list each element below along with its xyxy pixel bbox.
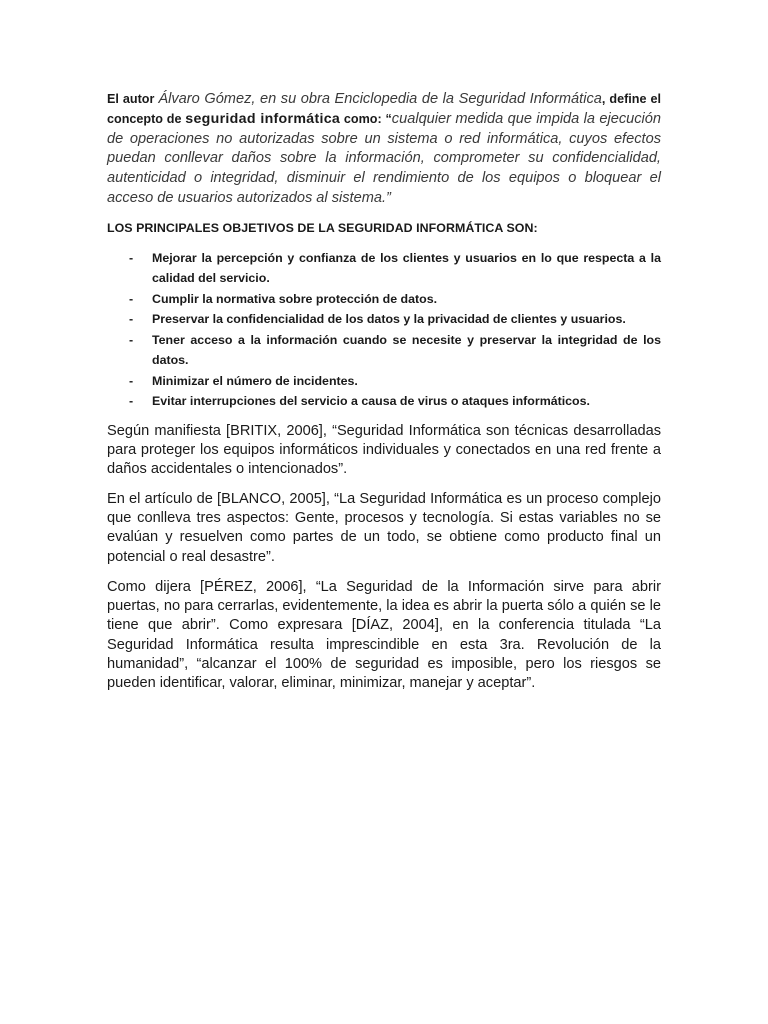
list-item-text: Preservar la confidencialidad de los datos y la privacidad de clientes y usuarios. — [152, 312, 626, 327]
paragraph-britix: Según manifiesta [BRITIX, 2006], “Seguridad Informática son técnicas desarrolladas para proteger los equipos informáticos individuales y conectados en una red frente a daños accidentales o intencionados”. — [107, 422, 661, 478]
intro-run-5: como: “ — [340, 111, 392, 126]
objectives-heading: LOS PRINCIPALES OBJETIVOS DE LA SEGURIDAD INFORMÁTICA SON: — [107, 220, 538, 235]
list-bullet: - — [129, 332, 134, 347]
list-bullet: - — [129, 373, 134, 388]
list-item — [107, 289, 661, 310]
list-item-text: Cumplir la normativa sobre protección de datos. — [152, 291, 438, 306]
intro-run-2: Álvaro Gómez, en su obra Enciclopedia de la Seguridad Informática — [158, 91, 602, 107]
list-bullet: - — [129, 291, 134, 306]
list-item — [107, 248, 661, 289]
list-bullet: - — [129, 394, 134, 409]
intro-run-4: seguridad informática — [185, 110, 341, 127]
list-item — [107, 391, 661, 412]
list-item — [107, 371, 661, 392]
document-body — [107, 90, 661, 694]
list-item-text: Evitar interrupciones del servicio a causa de virus o ataques informáticos. — [152, 394, 590, 409]
list-item — [107, 309, 661, 330]
intro-run-3: , define el concepto de — [107, 92, 661, 126]
objectives-list — [107, 248, 661, 412]
list-bullet: - — [129, 312, 134, 327]
list-item-text: Minimizar el número de incidentes. — [152, 373, 358, 388]
list-item-text: Tener acceso a la información cuando se necesite y preservar la integridad de los datos. — [152, 332, 661, 368]
list-item — [107, 330, 661, 371]
paragraph-perez-diaz: Como dijera [PÉREZ, 2006], “La Seguridad de la Información sirve para abrir puertas, no para cerrarlas, evidentemente, la idea es abrir la puerta sólo a quién se le tiene que abrir”. Como expresara [DÍAZ, 2004], en la conferencia titulada “La Seguridad Informática resulta imprescindible en esta 3ra. Revolución de la humanidad”, “alcanzar el 100% de seguridad es imposible, pero los riesgos se pueden identificar, valorar, eliminar, minimizar, manejar y aceptar”. — [107, 578, 661, 692]
paragraph-blanco: En el artículo de [BLANCO, 2005], “La Seguridad Informática es un proceso complejo que conlleva tres aspectos: Gente, procesos y tecnología. Si estas variables no se evalúan y resuelven como partes de un todo, se obtiene como producto final un potencial o real desastre”. — [107, 490, 661, 565]
list-bullet: - — [129, 250, 134, 265]
intro-run-1: El autor — [107, 92, 159, 106]
intro-run-6: cualquier medida que impida la ejecución de operaciones no autorizadas sobre un sistema o red informática, cuyos efectos puedan conllevar daños sobre la información, comprometer su confidencialidad, autenticidad o integridad, disminuir el rendimiento de los equipos o bloquear el acceso de usuarios autorizados al sistema.” — [107, 110, 662, 206]
list-item-text: Mejorar la percepción y confianza de los clientes y usuarios en lo que respecta a la calidad del servicio. — [152, 250, 661, 286]
intro-paragraph — [107, 90, 661, 209]
